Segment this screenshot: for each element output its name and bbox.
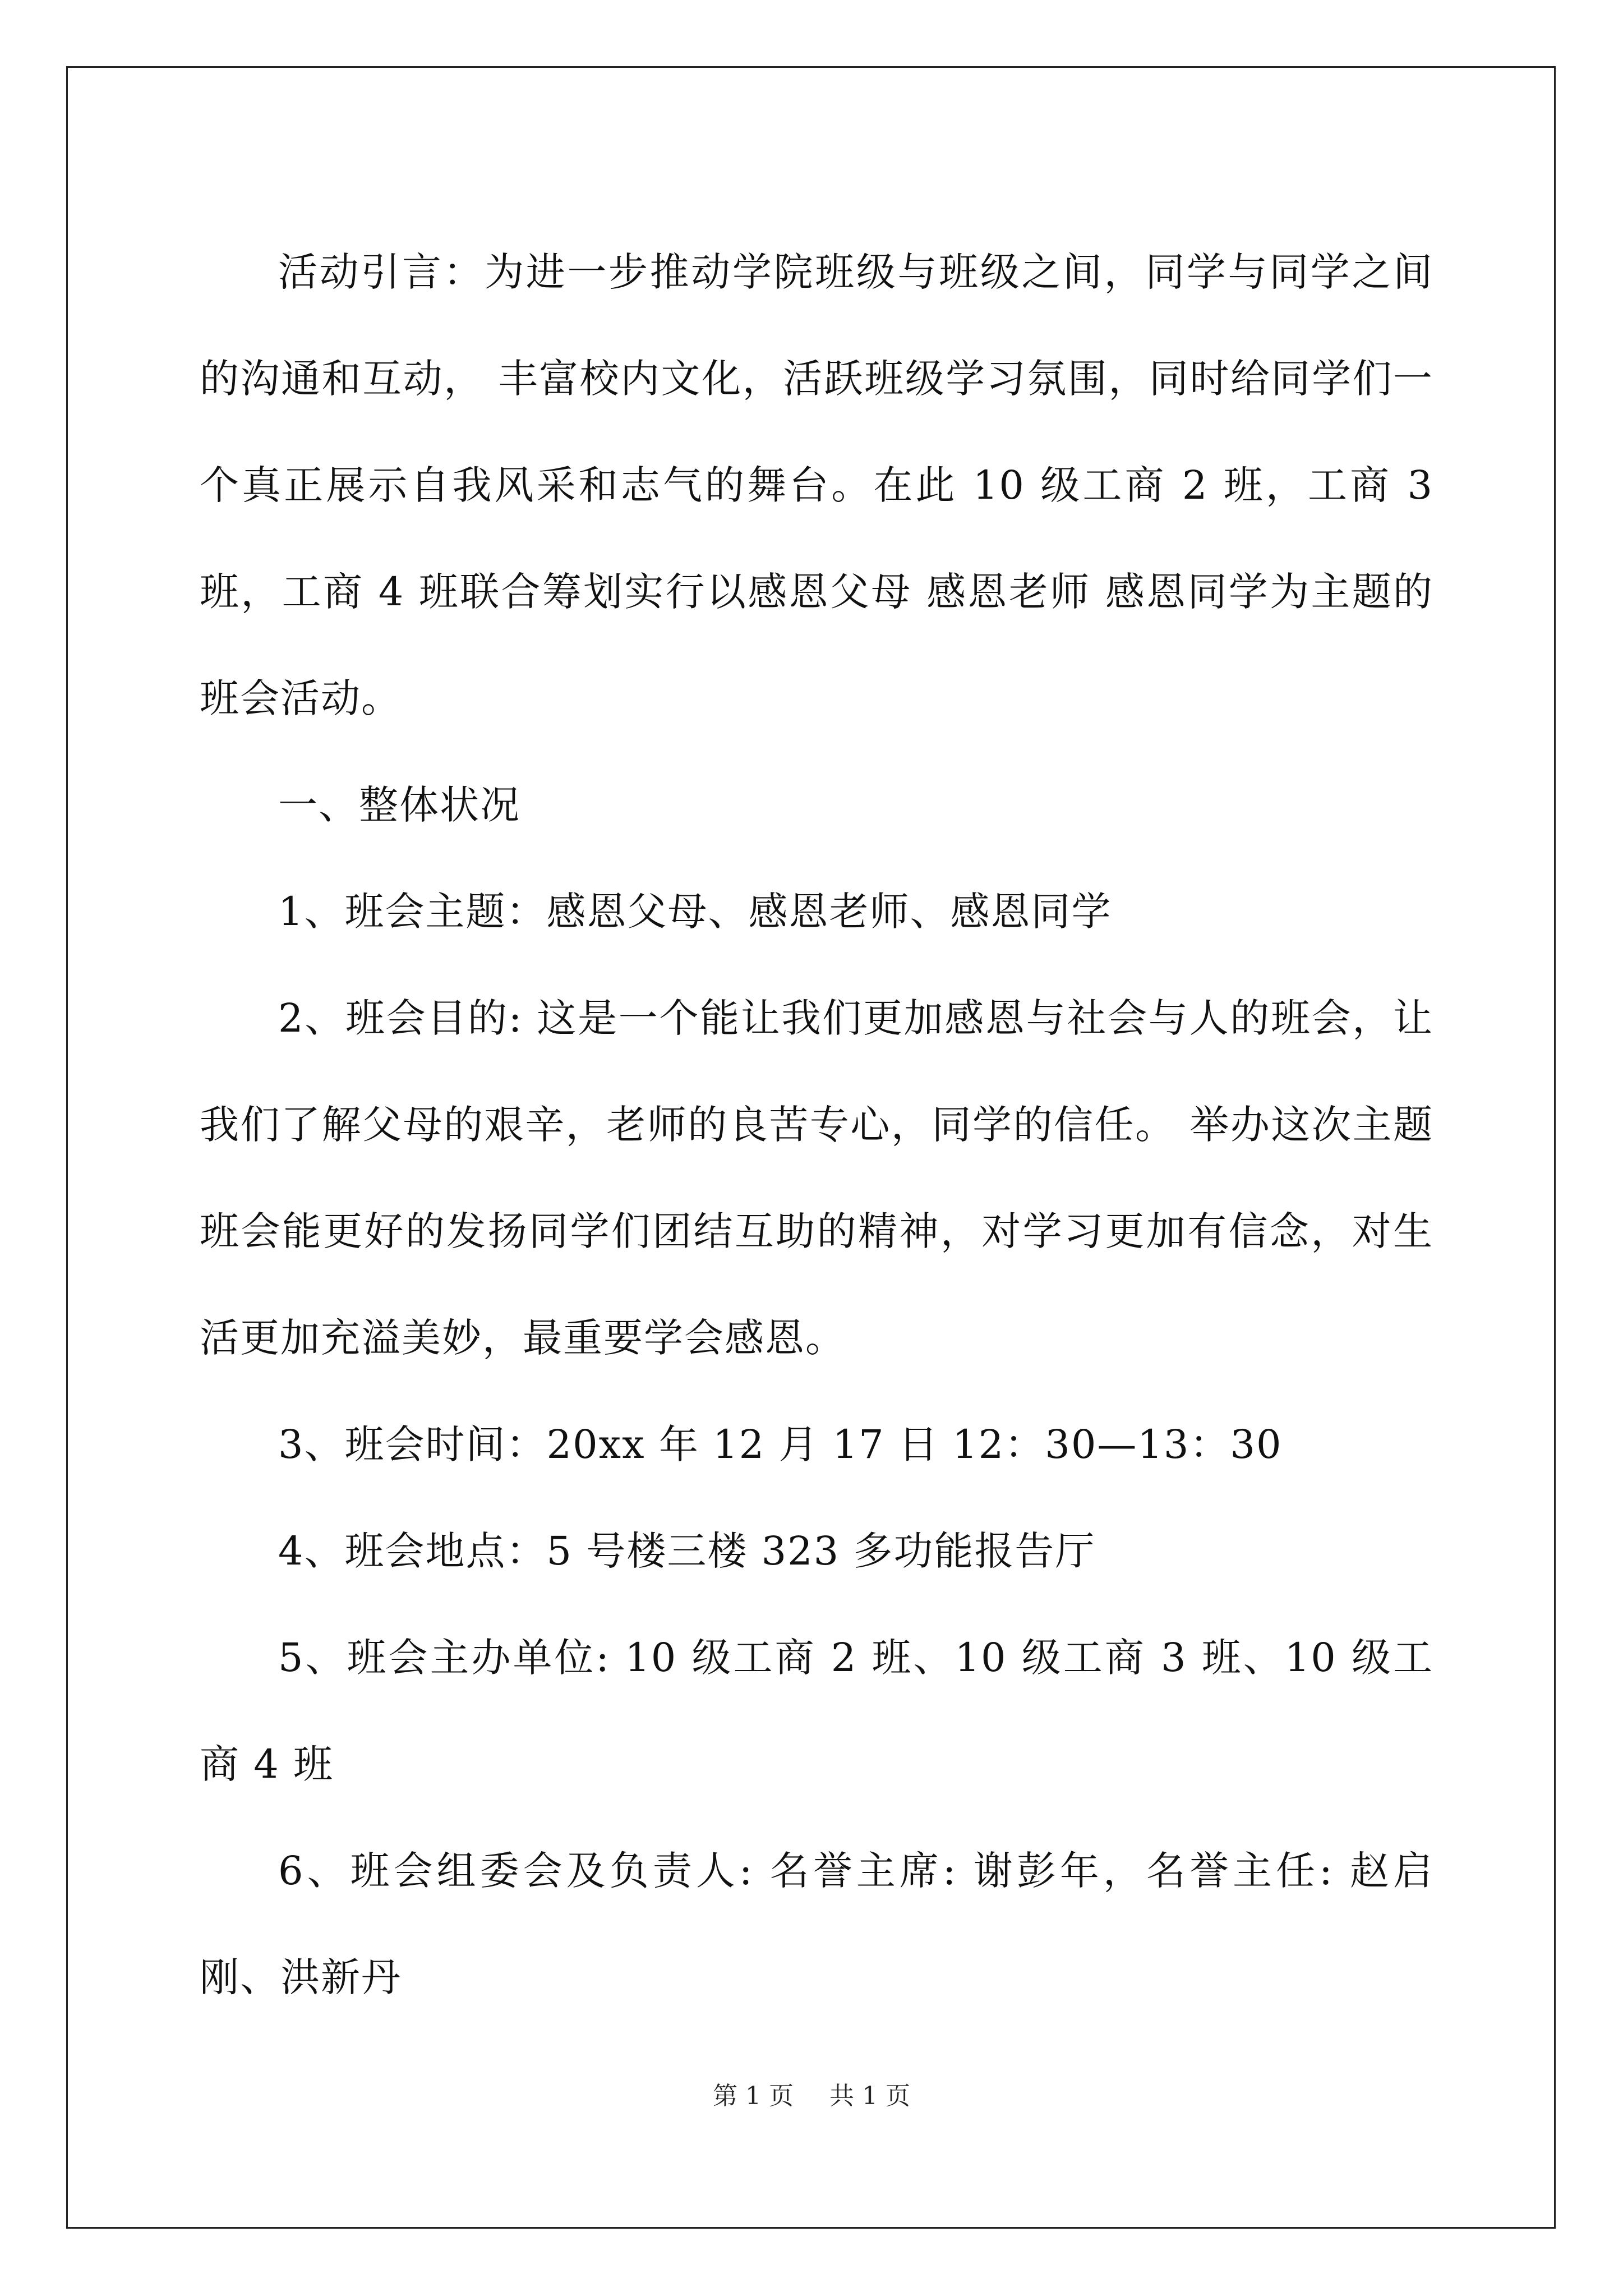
page-total: 共 1 页 [829,2082,910,2110]
document-body [200,219,1433,2031]
page-footer [0,2076,1623,2111]
list-item-committee: 6、班会组委会及负责人: 名誉主席: 谢彭年，名誉主任: 赵启刚、洪新丹 [200,1848,1433,2000]
paragraph-intro: 活动引言：为进一步推动学院班级与班级之间，同学与同学之间的沟通和互动， 丰富校内文化，活跃班级学习氛围，同时给同学们一个真正展示自我风采和志气的舞台。在此 10 级工商 2 班，工商 3 班，工商 4 班联合筹划实行以感恩父母 感恩老师 感恩同学为主题的班会活动。 [200,249,1433,721]
list-item-theme: 1、班会主题：感恩父母、感恩老师、感恩同学 [278,889,1112,935]
page-number: 第 1 页 [713,2082,794,2110]
section-heading: 一、整体状况 [278,782,520,828]
list-item-location: 4、班会地点：5 号楼三楼 323 多功能报告厅 [278,1528,1096,1574]
list-item-time: 3、班会时间：20xx 年 12 月 17 日 12：30—13：30 [278,1421,1283,1467]
list-item-organizers: 5、班会主办单位: 10 级工商 2 班、10 级工商 3 班、10 级工商 4 班 [200,1635,1433,1787]
list-item-purpose: 2、班会目的: 这是一个能让我们更加感恩与社会与人的班会，让我们了解父母的艰辛，老师的良苦专心，同学的信任。 举办这次主题班会能更好的发扬同学们团结互助的精神，对学习更加有信念，对生活更加充溢美妙，最重要学会感恩。 [200,995,1433,1361]
